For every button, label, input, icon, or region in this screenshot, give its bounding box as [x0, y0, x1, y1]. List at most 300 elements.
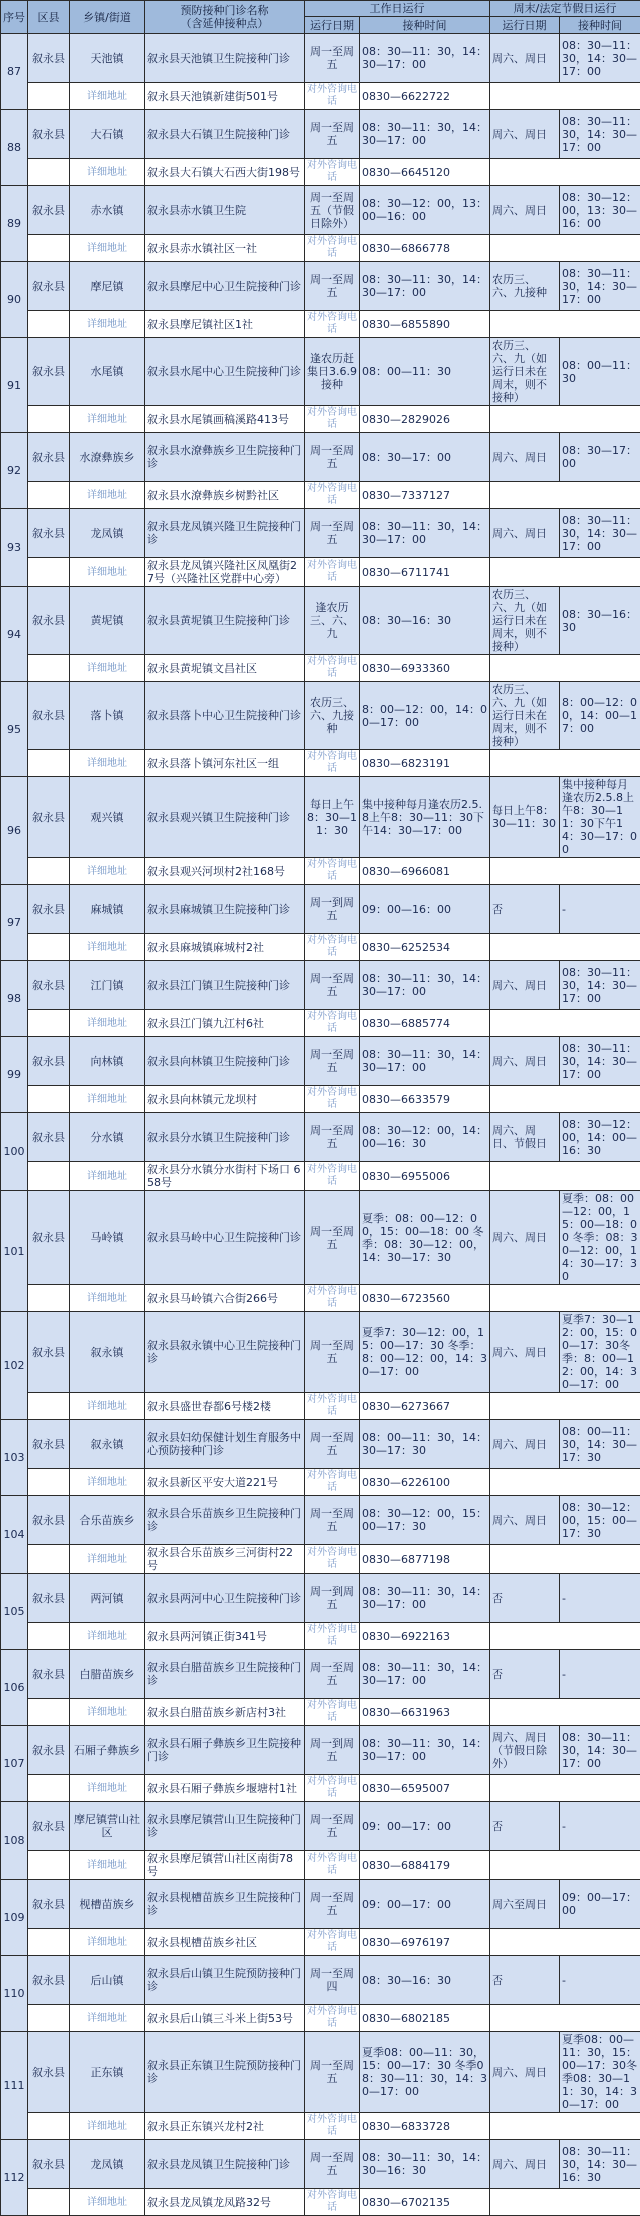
row-town: 枧槽苗族乡: [70, 1880, 145, 1929]
row-work-days: 周一至周五: [305, 1037, 360, 1086]
row-town: 天池镇: [70, 34, 145, 83]
row-county: 叙永县: [28, 777, 70, 858]
row-clinic: 叙永县摩尼镇营山卫生院接种门诊: [145, 1802, 305, 1851]
row-phone: 0830—6633579: [360, 1086, 490, 1113]
row-phone-type: 对外咨询电话: [305, 858, 360, 885]
row-seq: 110: [1, 1956, 28, 2032]
row-weekend-days: 周六、周日: [490, 110, 560, 159]
row-detail-empty: [490, 1929, 640, 1956]
row-phone: 0830—6855890: [360, 311, 490, 338]
row-weekend-time: 08：30—11：30，14：30—16：30: [560, 2140, 640, 2189]
row-weekend-days: 周六、周日: [490, 34, 560, 83]
row-county: 叙永县: [28, 1312, 70, 1393]
row-work-time: 08：30—11：30，14：30—16：30: [360, 2140, 490, 2189]
row-weekend-days: 周六、周日: [490, 433, 560, 482]
row-clinic: 叙永县观兴镇卫生院接种门诊: [145, 777, 305, 858]
row-work-time: 08：30—12：00，14：00—16：30: [360, 1113, 490, 1162]
row-town: 落卜镇: [70, 682, 145, 750]
row-county: 叙永县: [28, 961, 70, 1010]
row-town: 观兴镇: [70, 777, 145, 858]
row-weekend-time: 夏季7：30—12：00，15：00—17：30冬季：8：00—12：00，14：30—17：00: [560, 1312, 640, 1393]
row-weekend-days: 周六、周日: [490, 1496, 560, 1545]
row-weekend-days: 否: [490, 1650, 560, 1699]
row-seq: 96: [1, 777, 28, 885]
row-detail-empty: [490, 159, 640, 186]
row-address: 叙永县后山镇三斗米上街53号: [145, 2005, 305, 2032]
table-detail-row: [1, 406, 640, 433]
row-work-time: 8：00—12：00，14：00—17：00: [360, 682, 490, 750]
row-phone-type: 对外咨询电话: [305, 1086, 360, 1113]
row-phone: 0830—2829026: [360, 406, 490, 433]
row-address: 叙永县赤水镇社区一社: [145, 235, 305, 262]
row-work-days: 周一至周五: [305, 1880, 360, 1929]
row-work-days: 周一至周五: [305, 1420, 360, 1469]
row-weekend-time: 08：30—12：00，15：00—17：30: [560, 1496, 640, 1545]
row-detail-spacer: [28, 2113, 70, 2140]
row-work-time: 08：30—11：30，14：30—17：00: [360, 1726, 490, 1775]
row-detail-label: 详细地址: [70, 750, 145, 777]
row-phone-type: 对外咨询电话: [305, 1775, 360, 1802]
row-phone: 0830—6922163: [360, 1623, 490, 1650]
row-detail-empty: [490, 1623, 640, 1650]
table-detail-row: [1, 934, 640, 961]
row-work-days: 周一到周五: [305, 1574, 360, 1623]
table-detail-row: [1, 558, 640, 587]
row-detail-spacer: [28, 558, 70, 587]
row-phone-type: 对外咨询电话: [305, 1623, 360, 1650]
row-weekend-time: 夏季：08：00—12：00，15：00—18：00 冬季：08：30—12：00，14：30—17：30: [560, 1191, 640, 1285]
row-address: 叙永县水尾镇画稿溪路413号: [145, 406, 305, 433]
table-detail-row: [1, 1545, 640, 1574]
table-row: [1, 433, 640, 482]
row-detail-spacer: [28, 482, 70, 509]
row-detail-label: 详细地址: [70, 655, 145, 682]
row-address: 叙永县龙凤镇兴隆社区凤凰街27号（兴隆社区党群中心旁）: [145, 558, 305, 587]
row-detail-spacer: [28, 235, 70, 262]
row-weekend-days: 周六、周日: [490, 186, 560, 235]
row-detail-label: 详细地址: [70, 1086, 145, 1113]
table-row: [1, 777, 640, 858]
header-weekend-time: 接种时间: [560, 17, 640, 34]
table-detail-row: [1, 1162, 640, 1191]
row-town: 合乐苗族乡: [70, 1496, 145, 1545]
row-address: 叙永县龙凤镇龙凤路32号: [145, 2189, 305, 2216]
row-detail-spacer: [28, 655, 70, 682]
row-phone: 0830—6711741: [360, 558, 490, 587]
row-work-days: 周一至周五: [305, 34, 360, 83]
row-detail-spacer: [28, 1285, 70, 1312]
header-work-days: 运行日期: [305, 17, 360, 34]
row-detail-empty: [490, 1285, 640, 1312]
row-phone: 0830—6273667: [360, 1393, 490, 1420]
row-weekend-time: 08：30—11：30，14：30—17：00: [560, 1037, 640, 1086]
row-work-time: 08：30—11：30，14：30—17：00: [360, 1574, 490, 1623]
row-detail-empty: [490, 858, 640, 885]
row-weekend-days: 每日上午8：30—11：30: [490, 777, 560, 858]
row-phone-type: 对外咨询电话: [305, 159, 360, 186]
row-clinic: 叙永县水潦彝族乡卫生院接种门诊: [145, 433, 305, 482]
row-phone-type: 对外咨询电话: [305, 655, 360, 682]
row-work-time: 08：30—11：30，14：30—17：00: [360, 961, 490, 1010]
row-work-days: 周一至周五: [305, 509, 360, 558]
row-seq: 111: [1, 2032, 28, 2140]
row-detail-empty: [490, 655, 640, 682]
row-weekend-time: -: [560, 1574, 640, 1623]
row-phone-type: 对外咨询电话: [305, 406, 360, 433]
row-detail-empty: [490, 1162, 640, 1191]
row-detail-empty: [490, 1699, 640, 1726]
row-work-time: 08：30—16：30: [360, 587, 490, 655]
row-address: 叙永县白腊苗族乡新店村3社: [145, 1699, 305, 1726]
row-work-time: 08：30—17：00: [360, 433, 490, 482]
table-row: [1, 34, 640, 83]
row-detail-empty: [490, 558, 640, 587]
row-work-time: 09：00—17：00: [360, 1880, 490, 1929]
row-phone: 0830—7337127: [360, 482, 490, 509]
table-row: [1, 186, 640, 235]
row-detail-empty: [490, 1086, 640, 1113]
row-weekend-time: 08：30—17：00: [560, 433, 640, 482]
table-detail-row: [1, 2189, 640, 2216]
row-detail-spacer: [28, 750, 70, 777]
row-weekend-time: 夏季08：00—11：30，15：00—17：30冬季08：30—11：30，14：30—17：00: [560, 2032, 640, 2113]
row-county: 叙永县: [28, 885, 70, 934]
row-address: 叙永县分水镇分水街村下场口 658号: [145, 1162, 305, 1191]
row-clinic: 叙永县分水镇卫生院接种门诊: [145, 1113, 305, 1162]
row-town: 龙凤镇: [70, 509, 145, 558]
row-clinic: 叙永县叙永镇中心卫生院接种门诊: [145, 1312, 305, 1393]
row-weekend-days: 否: [490, 1956, 560, 2005]
row-county: 叙永县: [28, 110, 70, 159]
row-clinic: 叙永县水尾中心卫生院接种门诊: [145, 338, 305, 406]
row-clinic: 叙永县摩尼中心卫生院接种门诊: [145, 262, 305, 311]
row-work-time: 08：30—12：00，13：00—16：00: [360, 186, 490, 235]
row-work-days: 周一至周五: [305, 1802, 360, 1851]
row-town: 赤水镇: [70, 186, 145, 235]
row-county: 叙永县: [28, 1191, 70, 1285]
row-clinic: 叙永县麻城镇卫生院接种门诊: [145, 885, 305, 934]
row-detail-label: 详细地址: [70, 311, 145, 338]
row-address: 叙永县江门镇九江村6社: [145, 1010, 305, 1037]
header-county: 区县: [28, 1, 70, 34]
table-detail-row: [1, 159, 640, 186]
row-address: 叙永县摩尼镇营山社区南街78号: [145, 1851, 305, 1880]
row-detail-label: 详细地址: [70, 235, 145, 262]
table-detail-row: [1, 83, 640, 110]
row-seq: 88: [1, 110, 28, 186]
row-town: 黄坭镇: [70, 587, 145, 655]
row-phone-type: 对外咨询电话: [305, 1851, 360, 1880]
row-detail-label: 详细地址: [70, 2189, 145, 2216]
row-weekend-time: 08：30—11：30，14：30—17：00: [560, 961, 640, 1010]
row-seq: 91: [1, 338, 28, 433]
row-detail-spacer: [28, 2005, 70, 2032]
row-phone: 0830—6723560: [360, 1285, 490, 1312]
table-detail-row: [1, 1010, 640, 1037]
row-detail-spacer: [28, 1393, 70, 1420]
row-seq: 109: [1, 1880, 28, 1956]
row-detail-spacer: [28, 1623, 70, 1650]
row-phone-type: 对外咨询电话: [305, 558, 360, 587]
row-detail-empty: [490, 482, 640, 509]
row-seq: 101: [1, 1191, 28, 1312]
row-work-days: 每日上午8：30—11：30: [305, 777, 360, 858]
row-work-days: 周一至周五: [305, 1113, 360, 1162]
row-seq: 105: [1, 1574, 28, 1650]
row-weekend-time: -: [560, 1650, 640, 1699]
row-address: 叙永县观兴河坝村2社168号: [145, 858, 305, 885]
row-detail-label: 详细地址: [70, 83, 145, 110]
row-detail-empty: [490, 235, 640, 262]
row-clinic: 叙永县白腊苗族乡卫生院接种门诊: [145, 1650, 305, 1699]
table-header: [1, 1, 640, 34]
row-detail-label: 详细地址: [70, 1285, 145, 1312]
row-address: 叙永县落卜镇河东社区一组: [145, 750, 305, 777]
row-detail-spacer: [28, 1162, 70, 1191]
header-clinic-note: （含延伸接种点）: [147, 17, 302, 30]
row-weekend-time: -: [560, 885, 640, 934]
table-detail-row: [1, 482, 640, 509]
row-town: 正东镇: [70, 2032, 145, 2113]
row-detail-spacer: [28, 858, 70, 885]
row-address: 叙永县石厢子彝族乡堰塘村1社: [145, 1775, 305, 1802]
row-town: 龙凤镇: [70, 2140, 145, 2189]
row-work-days: 周一至周五（节假日除外）: [305, 186, 360, 235]
row-phone-type: 对外咨询电话: [305, 1285, 360, 1312]
row-detail-empty: [490, 2189, 640, 2216]
row-detail-empty: [490, 406, 640, 433]
row-weekend-days: 周六、周日: [490, 1312, 560, 1393]
row-detail-empty: [490, 311, 640, 338]
row-work-time: 09：00—17：00: [360, 1802, 490, 1851]
table-detail-row: [1, 311, 640, 338]
row-work-time: 08：00—11：30，14：30—17：30: [360, 1420, 490, 1469]
row-seq: 102: [1, 1312, 28, 1420]
table-row: [1, 1496, 640, 1545]
row-weekend-days: 周六、周日: [490, 1037, 560, 1086]
row-weekend-days: 周六、周日: [490, 2140, 560, 2189]
row-weekend-time: 08：30—12：00，14：00—16：30: [560, 1113, 640, 1162]
row-clinic: 叙永县黄坭镇卫生院接种门诊: [145, 587, 305, 655]
table-detail-row: [1, 1285, 640, 1312]
table-row: [1, 1420, 640, 1469]
table-row: [1, 1880, 640, 1929]
row-weekend-time: 08：30—11：30，14：30—17：00: [560, 1726, 640, 1775]
row-detail-spacer: [28, 1086, 70, 1113]
table-detail-row: [1, 1775, 640, 1802]
table-row: [1, 2140, 640, 2189]
table-row: [1, 1312, 640, 1393]
header-clinic-title: 预防接种门诊名称: [147, 4, 302, 17]
row-weekend-time: -: [560, 1956, 640, 2005]
row-detail-spacer: [28, 159, 70, 186]
row-clinic: 叙永县向林镇卫生院接种门诊: [145, 1037, 305, 1086]
row-town: 两河镇: [70, 1574, 145, 1623]
row-work-time: 08：30—11：30，14：30—17：00: [360, 1037, 490, 1086]
row-address: 叙永县新区平安大道221号: [145, 1469, 305, 1496]
row-county: 叙永县: [28, 1880, 70, 1929]
row-detail-spacer: [28, 1010, 70, 1037]
row-detail-spacer: [28, 406, 70, 433]
row-detail-spacer: [28, 1699, 70, 1726]
row-work-time: 08：30—16：30: [360, 1956, 490, 2005]
table-detail-row: [1, 1851, 640, 1880]
row-detail-spacer: [28, 2189, 70, 2216]
row-phone: 0830—6802185: [360, 2005, 490, 2032]
row-town: 摩尼镇营山社区: [70, 1802, 145, 1851]
row-detail-label: 详细地址: [70, 159, 145, 186]
row-town: 白腊苗族乡: [70, 1650, 145, 1699]
row-work-days: 周一至周五: [305, 2032, 360, 2113]
row-weekend-time: 08：30—11：30，14：30—17：00: [560, 262, 640, 311]
row-seq: 100: [1, 1113, 28, 1191]
row-clinic: 叙永县落卜中心卫生院接种门诊: [145, 682, 305, 750]
row-phone-type: 对外咨询电话: [305, 2113, 360, 2140]
row-town: 石厢子彝族乡: [70, 1726, 145, 1775]
table-row: [1, 262, 640, 311]
row-address: 叙永县盛世春都6号楼2楼: [145, 1393, 305, 1420]
row-phone-type: 对外咨询电话: [305, 2189, 360, 2216]
row-address: 叙永县正东镇兴龙村2社: [145, 2113, 305, 2140]
row-work-time: 09：00—16：00: [360, 885, 490, 934]
row-detail-label: 详细地址: [70, 858, 145, 885]
row-town: 叙永镇: [70, 1312, 145, 1393]
row-work-time: 夏季：08：00—12：00，15：00—18：00 冬季：08：30—12：00，14：30—17：30: [360, 1191, 490, 1285]
row-county: 叙永县: [28, 186, 70, 235]
row-weekend-time: -: [560, 1802, 640, 1851]
row-work-days: 周一至周五: [305, 2140, 360, 2189]
row-clinic: 叙永县石厢子彝族乡卫生院接种门诊: [145, 1726, 305, 1775]
table-detail-row: [1, 1086, 640, 1113]
table-detail-row: [1, 750, 640, 777]
row-weekend-days: 否: [490, 885, 560, 934]
row-phone: 0830—6833728: [360, 2113, 490, 2140]
row-county: 叙永县: [28, 262, 70, 311]
row-phone: 0830—6702135: [360, 2189, 490, 2216]
row-detail-label: 详细地址: [70, 2113, 145, 2140]
row-county: 叙永县: [28, 682, 70, 750]
table-row: [1, 1956, 640, 2005]
row-weekend-time: 8：00—12：00，14：00—17：00: [560, 682, 640, 750]
row-detail-empty: [490, 750, 640, 777]
row-weekend-time: 08：30—11：30，14：30—17：00: [560, 509, 640, 558]
row-work-days: 逢农历三、六、九: [305, 587, 360, 655]
row-weekend-days: 周六、周日: [490, 2032, 560, 2113]
row-work-time: 集中接种每月逢农历2.5.8上午8：30—11：30下午14：30—17：00: [360, 777, 490, 858]
row-phone-type: 对外咨询电话: [305, 1469, 360, 1496]
table-row: [1, 1113, 640, 1162]
row-clinic: 叙永县正东镇卫生院预防接种门诊: [145, 2032, 305, 2113]
row-county: 叙永县: [28, 1574, 70, 1623]
row-town: 后山镇: [70, 1956, 145, 2005]
row-work-time: 08：30—11：30，14：30—17：00: [360, 1650, 490, 1699]
header-work-time: 接种时间: [360, 17, 490, 34]
row-county: 叙永县: [28, 509, 70, 558]
row-seq: 103: [1, 1420, 28, 1496]
row-county: 叙永县: [28, 34, 70, 83]
row-phone-type: 对外咨询电话: [305, 1545, 360, 1574]
row-town: 水尾镇: [70, 338, 145, 406]
row-seq: 87: [1, 34, 28, 110]
row-phone: 0830—6933360: [360, 655, 490, 682]
row-clinic: 叙永县妇幼保健计划生育服务中心预防接种门诊: [145, 1420, 305, 1469]
row-work-days: 周一至周五: [305, 961, 360, 1010]
row-county: 叙永县: [28, 1496, 70, 1545]
row-seq: 89: [1, 186, 28, 262]
row-detail-label: 详细地址: [70, 406, 145, 433]
row-weekend-days: 农历三、六、九（如运行日未在周末，则不接种）: [490, 682, 560, 750]
row-seq: 92: [1, 433, 28, 509]
row-seq: 98: [1, 961, 28, 1037]
row-phone: 0830—6966081: [360, 858, 490, 885]
row-detail-label: 详细地址: [70, 1545, 145, 1574]
row-county: 叙永县: [28, 1726, 70, 1775]
row-detail-spacer: [28, 1851, 70, 1880]
row-phone: 0830—6823191: [360, 750, 490, 777]
row-county: 叙永县: [28, 587, 70, 655]
row-detail-label: 详细地址: [70, 482, 145, 509]
table-detail-row: [1, 1623, 640, 1650]
table-row: [1, 682, 640, 750]
row-phone-type: 对外咨询电话: [305, 311, 360, 338]
row-detail-empty: [490, 2005, 640, 2032]
row-weekend-days: 周六、周日、节假日: [490, 1113, 560, 1162]
row-seq: 95: [1, 682, 28, 777]
row-seq: 108: [1, 1802, 28, 1880]
row-clinic: 叙永县枧槽苗族乡卫生院接种门诊: [145, 1880, 305, 1929]
row-phone: 0830—6955006: [360, 1162, 490, 1191]
table-row: [1, 587, 640, 655]
table-row: [1, 110, 640, 159]
row-clinic: 叙永县龙凤镇兴隆卫生院接种门诊: [145, 509, 305, 558]
row-work-time: 夏季08：00—11：30，15：00—17：30 冬季08：30—11：30，14：30—17：00: [360, 2032, 490, 2113]
row-work-days: 周一至周五: [305, 1496, 360, 1545]
row-town: 麻城镇: [70, 885, 145, 934]
row-detail-label: 详细地址: [70, 934, 145, 961]
row-detail-label: 详细地址: [70, 1851, 145, 1880]
row-weekend-time: 08：30—11：30，14：30—17：00: [560, 110, 640, 159]
row-county: 叙永县: [28, 1037, 70, 1086]
row-detail-empty: [490, 1545, 640, 1574]
table-detail-row: [1, 1699, 640, 1726]
row-phone-type: 对外咨询电话: [305, 1699, 360, 1726]
row-weekend-days: 周六、周日: [490, 509, 560, 558]
row-weekend-time: 08：00—11：30，14：30—17：30: [560, 1420, 640, 1469]
row-work-time: 08：00—11：30: [360, 338, 490, 406]
row-town: 江门镇: [70, 961, 145, 1010]
row-town: 叙永镇: [70, 1420, 145, 1469]
row-detail-label: 详细地址: [70, 1623, 145, 1650]
row-detail-empty: [490, 83, 640, 110]
row-work-days: 周一至周五: [305, 1650, 360, 1699]
row-weekend-days: 周六、周日: [490, 961, 560, 1010]
row-work-time: 08：30—11：30，14：30—17：00: [360, 509, 490, 558]
row-detail-spacer: [28, 1775, 70, 1802]
row-phone-type: 对外咨询电话: [305, 1162, 360, 1191]
table-detail-row: [1, 235, 640, 262]
row-phone-type: 对外咨询电话: [305, 2005, 360, 2032]
row-phone: 0830—6866778: [360, 235, 490, 262]
row-seq: 106: [1, 1650, 28, 1726]
row-work-time: 08：30—11：30，14：30—17：00: [360, 110, 490, 159]
row-weekend-time: 09：00—17：00: [560, 1880, 640, 1929]
row-work-days: 农历三、六、九接种: [305, 682, 360, 750]
table-row: [1, 885, 640, 934]
row-phone: 0830—6877198: [360, 1545, 490, 1574]
row-address: 叙永县向林镇元龙坝村: [145, 1086, 305, 1113]
row-town: 水潦彝族乡: [70, 433, 145, 482]
row-work-time: 08：30—11：30，14：30—17：00: [360, 262, 490, 311]
